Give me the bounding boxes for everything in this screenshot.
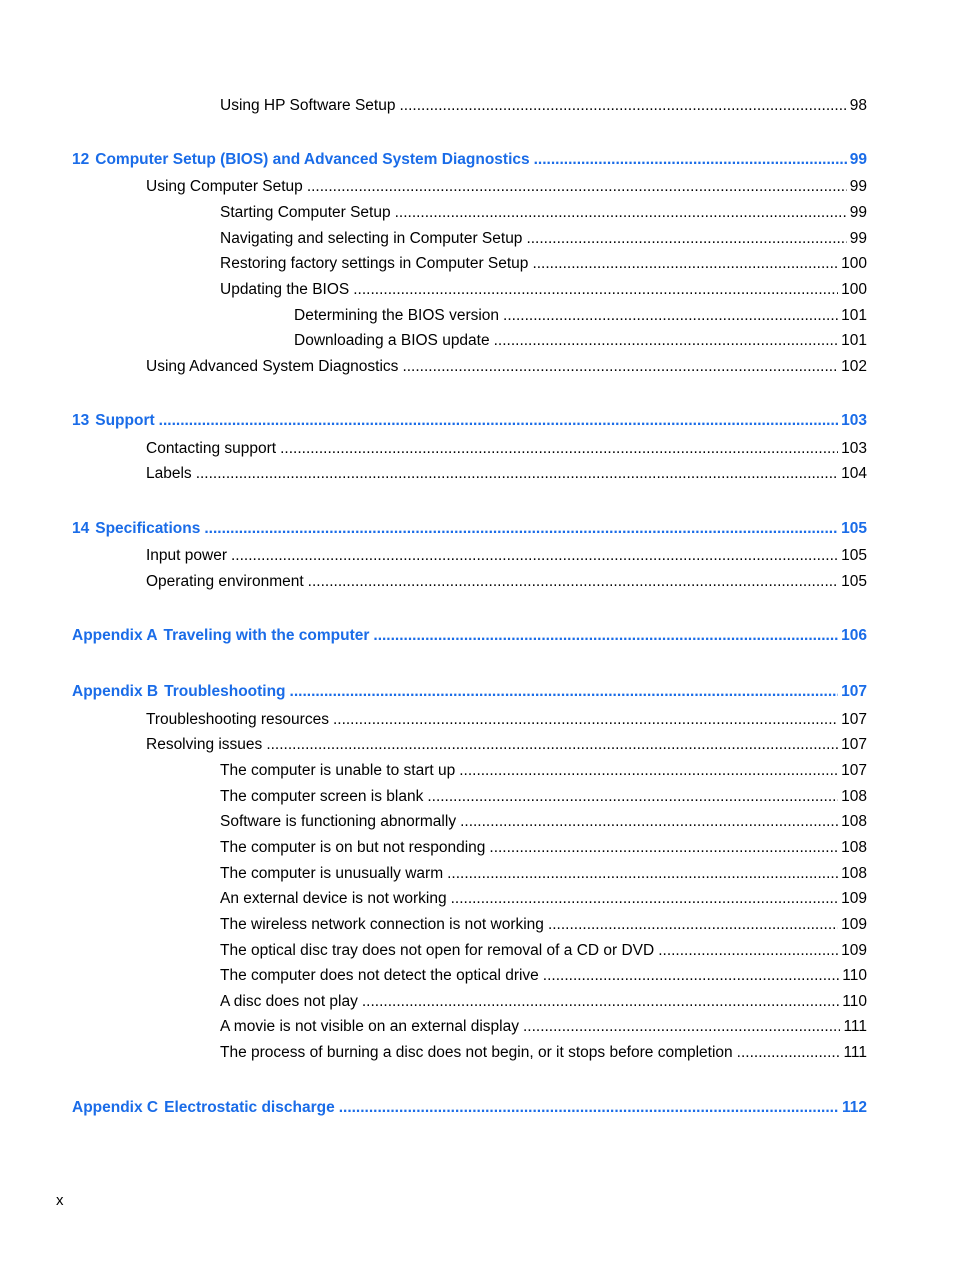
toc-entry-page: 109 (841, 942, 867, 959)
toc-entry-page: 104 (841, 465, 867, 482)
toc-entry-page: 111 (843, 1018, 867, 1035)
dot-leader (196, 464, 838, 484)
dot-leader (402, 357, 838, 377)
toc-entry-label: Resolving issues (146, 736, 263, 753)
toc-entry-label: Using Computer Setup (146, 178, 303, 195)
toc-entry-page: 111 (843, 1044, 867, 1061)
toc-entry-page: 105 (841, 520, 867, 537)
toc-entry[interactable] (220, 889, 867, 909)
toc-entry-page: 108 (841, 813, 867, 830)
chapter-number: Appendix C (72, 1099, 159, 1116)
chapter-number: 14 (72, 520, 90, 537)
toc-entry[interactable] (220, 864, 867, 884)
toc-entry-page: 107 (841, 711, 867, 728)
chapter-number: Appendix B (72, 683, 159, 700)
toc-entry[interactable] (220, 941, 867, 961)
toc-entry[interactable] (220, 966, 867, 986)
toc-entry-label: The computer does not detect the optical drive (220, 967, 539, 984)
dot-leader (231, 546, 838, 566)
toc-entry-page: 100 (841, 255, 867, 272)
dot-leader (362, 992, 839, 1012)
toc-entry-page: 108 (841, 788, 867, 805)
dot-leader (460, 812, 838, 832)
dot-leader (503, 306, 838, 326)
toc-entry-page: 112 (841, 1099, 867, 1116)
toc-entry-page: 98 (849, 97, 867, 114)
toc-entry[interactable] (220, 787, 867, 807)
toc-entry-label: Electrostatic discharge (164, 1099, 335, 1116)
toc-entry-page: 99 (849, 204, 867, 221)
toc-entry-page: 107 (841, 736, 867, 753)
dot-leader (427, 787, 838, 807)
toc-entry[interactable] (146, 464, 867, 484)
toc-chapter-entry[interactable] (72, 411, 867, 431)
dot-leader (523, 1017, 840, 1037)
dot-leader (532, 254, 838, 274)
dot-leader (307, 177, 847, 197)
toc-entry-label: The computer is unusually warm (220, 865, 444, 882)
toc-entry-page: 110 (842, 993, 867, 1010)
dot-leader (399, 96, 846, 116)
toc-entry[interactable] (146, 439, 867, 459)
toc-entry-label: A movie is not visible on an external display (220, 1018, 519, 1035)
toc-entry-label: Determining the BIOS version (294, 307, 500, 324)
toc-entry[interactable] (220, 280, 867, 300)
toc-entry-page: 106 (841, 627, 867, 644)
toc-entry[interactable] (220, 992, 867, 1012)
toc-entry-label: Input power (146, 547, 227, 564)
toc-entry-label: The computer is unable to start up (220, 762, 456, 779)
toc-entry-label: Troubleshooting resources (146, 711, 329, 728)
toc-entry-page: 109 (841, 916, 867, 933)
toc-entry[interactable] (220, 229, 867, 249)
toc-entry[interactable] (146, 572, 867, 592)
dot-leader (489, 838, 838, 858)
toc-entry-page: 110 (842, 967, 867, 984)
toc-entry-label: A disc does not play (220, 993, 358, 1010)
dot-leader (204, 519, 838, 539)
toc-entry-page: 99 (849, 230, 867, 247)
toc-entry-page: 99 (849, 178, 867, 195)
toc-entry-page: 107 (841, 762, 867, 779)
toc-entry-label: The wireless network connection is not working (220, 916, 544, 933)
dot-leader (737, 1043, 841, 1063)
dot-leader (395, 203, 847, 223)
toc-entry-label: The computer is on but not responding (220, 839, 486, 856)
toc-entry[interactable] (220, 761, 867, 781)
toc-chapter-entry[interactable] (72, 150, 867, 170)
toc-entry-label: Starting Computer Setup (220, 204, 391, 221)
toc-entry[interactable] (220, 812, 867, 832)
dot-leader (548, 915, 838, 935)
dot-leader (526, 229, 846, 249)
dot-leader (543, 966, 839, 986)
dot-leader (353, 280, 838, 300)
toc-entry[interactable] (294, 331, 867, 351)
dot-leader (290, 682, 839, 702)
toc-entry[interactable] (220, 1017, 867, 1037)
toc-entry[interactable] (220, 203, 867, 223)
toc-entry-page: 101 (841, 332, 867, 349)
toc-entry-page: 99 (849, 151, 867, 168)
toc-chapter-entry[interactable] (72, 626, 867, 646)
dot-leader (159, 411, 838, 431)
toc-entry[interactable] (294, 306, 867, 326)
dot-leader (339, 1098, 839, 1118)
toc-entry-label: Navigating and selecting in Computer Setup (220, 230, 523, 247)
toc-entry[interactable] (146, 357, 867, 377)
toc-entry-label: An external device is not working (220, 890, 447, 907)
toc-entry-label: Computer Setup (BIOS) and Advanced System Diagnostics (95, 151, 530, 168)
toc-entry-label: Restoring factory settings in Computer Setup (220, 255, 529, 272)
dot-leader (451, 889, 839, 909)
toc-entry-label: The process of burning a disc does not begin, or it stops before completion (220, 1044, 733, 1061)
toc-entry-page: 100 (841, 281, 867, 298)
toc-entry-label: Contacting support (146, 440, 277, 457)
dot-leader (459, 761, 838, 781)
dot-leader (308, 572, 838, 592)
toc-entry-page: 109 (841, 890, 867, 907)
toc-entry-label: Traveling with the computer (163, 627, 370, 644)
chapter-number: 13 (72, 412, 90, 429)
toc-entry[interactable] (220, 838, 867, 858)
toc-entry-label: Software is functioning abnormally (220, 813, 457, 830)
dot-leader (333, 710, 838, 730)
toc-entry-label: Operating environment (146, 573, 304, 590)
toc-entry-label: Using Advanced System Diagnostics (146, 358, 399, 375)
chapter-number: Appendix A (72, 627, 158, 644)
dot-leader (266, 735, 838, 755)
toc-entry-label: Downloading a BIOS update (294, 332, 490, 349)
toc-entry-page: 102 (841, 358, 867, 375)
toc-entry-page: 103 (841, 412, 867, 429)
toc-entry-page: 105 (841, 547, 867, 564)
toc-entry-label: Labels (146, 465, 192, 482)
toc-entry[interactable] (220, 96, 867, 116)
toc-entry-page: 108 (841, 839, 867, 856)
toc-entry-page: 108 (841, 865, 867, 882)
toc-entry-label: Troubleshooting (164, 683, 286, 700)
toc-entry-label: Specifications (95, 520, 201, 537)
toc-entry[interactable] (146, 546, 867, 566)
toc-entry[interactable] (146, 177, 867, 197)
toc-chapter-entry[interactable] (72, 1098, 867, 1118)
toc-entry-label: The computer screen is blank (220, 788, 424, 805)
dot-leader (280, 439, 838, 459)
toc-entry-label: The optical disc tray does not open for removal of a CD or DVD (220, 942, 655, 959)
page-number: x (56, 1192, 64, 1209)
toc-entry[interactable] (146, 710, 867, 730)
toc-entry[interactable] (220, 254, 867, 274)
dot-leader (534, 150, 847, 170)
toc-chapter-entry[interactable] (72, 682, 867, 702)
toc-entry[interactable] (220, 915, 867, 935)
toc-entry-page: 107 (841, 683, 867, 700)
dot-leader (658, 941, 838, 961)
toc-entry-label: Support (95, 412, 155, 429)
toc-entry-label: Updating the BIOS (220, 281, 350, 298)
dot-leader (494, 331, 839, 351)
toc-entry[interactable] (146, 735, 867, 755)
chapter-number: 12 (72, 151, 90, 168)
toc-entry-page: 105 (841, 573, 867, 590)
dot-leader (373, 626, 838, 646)
dot-leader (447, 864, 838, 884)
toc-entry-page: 101 (841, 307, 867, 324)
toc-entry-page: 103 (841, 440, 867, 457)
toc-chapter-entry[interactable] (72, 519, 867, 539)
toc-entry-label: Using HP Software Setup (220, 97, 396, 114)
toc-entry[interactable] (220, 1043, 867, 1063)
